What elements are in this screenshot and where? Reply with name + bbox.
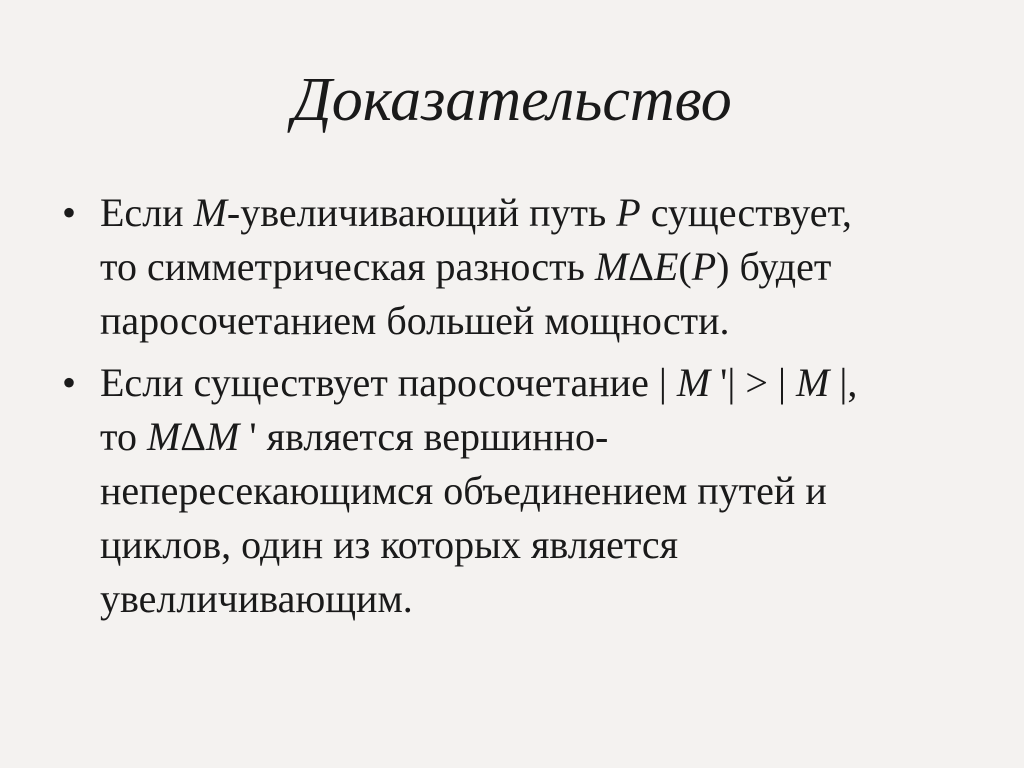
math-variable: P: [691, 244, 717, 289]
abs-bar: |: [727, 360, 736, 405]
text-segment: существует,: [640, 190, 852, 235]
prime-symbol: ': [239, 414, 257, 459]
gt-symbol: >: [735, 360, 778, 405]
paren: ): [716, 244, 730, 289]
text-segment: будет: [729, 244, 832, 289]
bullet-icon: •: [62, 360, 77, 405]
paren: (: [678, 244, 692, 289]
bullet-line: [100, 186, 980, 240]
bullet-line: [100, 518, 980, 572]
math-variable: M: [594, 244, 629, 289]
math-variable: M: [206, 414, 240, 459]
text-segment: Если существует паросочетание: [100, 360, 659, 405]
bullet-list: [60, 186, 980, 634]
text-segment: ,: [847, 360, 858, 405]
bullet-line: [100, 356, 980, 410]
bullet-line: [100, 294, 980, 348]
text-segment: то: [100, 414, 147, 459]
abs-bar: |: [829, 360, 848, 405]
text-segment: является вершинно-: [256, 414, 609, 459]
math-variable: M: [795, 360, 830, 405]
abs-bar: |: [658, 360, 667, 405]
delta-symbol: Δ: [628, 244, 654, 289]
math-variable: M: [146, 414, 181, 459]
math-variable: M: [676, 360, 711, 405]
bullet-line: [100, 240, 980, 294]
bullet-line: [100, 410, 980, 464]
math-variable: P: [616, 190, 641, 235]
bullet-line: [100, 464, 980, 518]
slide-title: Доказательство: [292, 66, 732, 134]
text-segment: циклов, один из которых является: [100, 522, 679, 567]
bullet-line: [100, 572, 980, 626]
bullet-icon: •: [62, 190, 77, 235]
text-segment: паросочетанием большей мощности.: [100, 298, 730, 343]
text-segment: то симметрическая разность: [100, 244, 595, 289]
text-segment: увелличивающим.: [100, 576, 413, 621]
math-variable: M: [193, 190, 227, 235]
text-segment: Если: [100, 190, 194, 235]
math-variable: E: [653, 244, 679, 289]
text-segment: непересекающимся объединением путей и: [100, 468, 827, 513]
prime-symbol: ': [710, 360, 728, 405]
text-segment: -увеличивающий путь: [226, 190, 617, 235]
bullet-item: [60, 356, 980, 626]
abs-bar: |: [777, 360, 786, 405]
delta-symbol: Δ: [180, 414, 207, 459]
bullet-item: [60, 186, 980, 348]
